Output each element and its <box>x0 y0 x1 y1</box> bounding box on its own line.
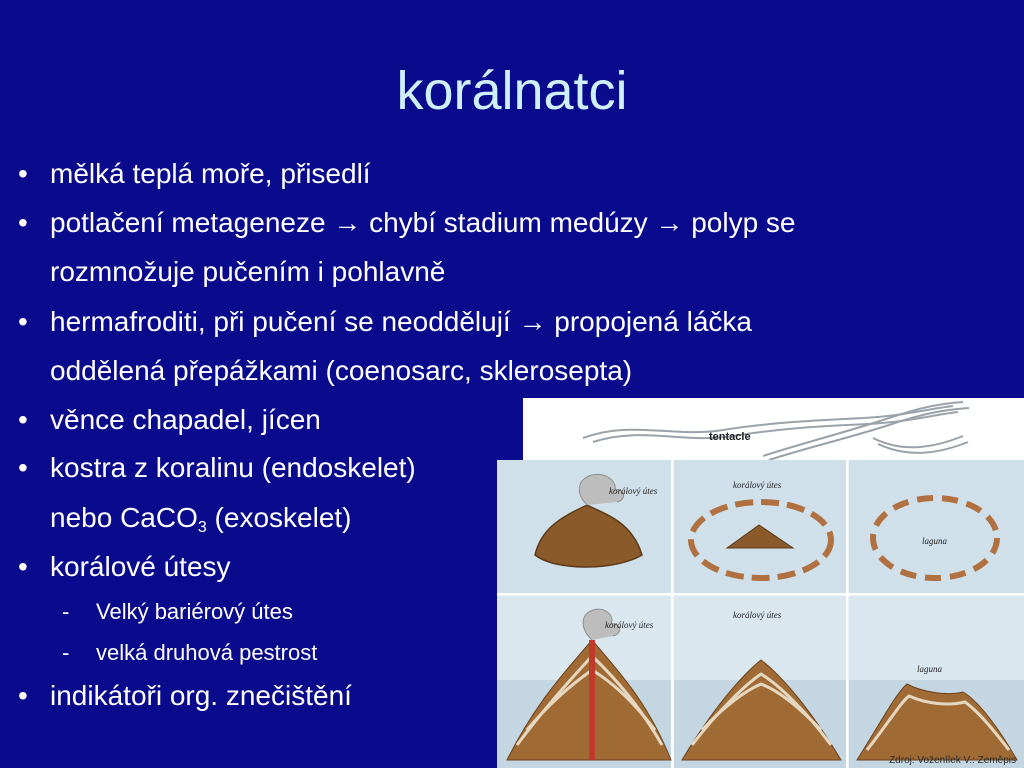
sub-bullet-text: velká druhová pestrost <box>96 640 318 665</box>
panel-label-1: korálový útes <box>609 486 658 496</box>
tentacle-illustration <box>523 398 1024 460</box>
panel-label-3: laguna <box>922 536 948 546</box>
bullet-text: věnce chapadel, jícen <box>50 404 321 435</box>
sub-bullet-dash: - <box>62 640 70 665</box>
panel-label-5: korálový útes <box>733 610 782 620</box>
bullet-dot: • <box>18 452 28 483</box>
bullet-text: potlačení metageneze → chybí stadium medúzy → polyp se <box>50 207 796 238</box>
formula-text-before: nebo CaCO <box>50 502 198 533</box>
reef-formation-panels <box>497 460 1024 768</box>
bullet-dot: • <box>18 404 28 435</box>
formula-subscript: 3 <box>197 519 207 536</box>
bullet-text: oddělená přepážkami (coenosarc, sklerosepta) <box>50 355 633 386</box>
bullet-dot: • <box>18 158 28 189</box>
sub-bullet-text: Velký bariérový útes <box>96 599 293 624</box>
tentacle-label: tentacle <box>709 431 751 443</box>
bullet-text: kostra z koralinu (endoskelet) <box>50 452 416 483</box>
bullet-dot: • <box>18 306 28 337</box>
coral-reef-figure <box>497 398 1024 768</box>
bullet-text: hermafroditi, při pučení se neoddělují → propojená láčka <box>50 306 752 337</box>
bullet-dot: • <box>18 551 28 582</box>
image-credit: Zdroj: Voženílek V.: Zeměpis <box>889 755 1016 766</box>
panel-label-6: laguna <box>917 664 943 674</box>
bullet-dot: • <box>18 207 28 238</box>
bullet-dot: • <box>18 680 28 711</box>
bullet-text: mělká teplá moře, přisedlí <box>50 158 371 189</box>
slide-title: korálnatci <box>396 61 628 121</box>
bullet-text: indikátoři org. znečištění <box>50 680 352 711</box>
formula-text-after: (exoskelet) <box>206 502 352 533</box>
bullet-text: rozmnožuje pučením i pohlavně <box>50 256 446 287</box>
bullet-text: korálové útesy <box>50 551 231 582</box>
sub-bullet-dash: - <box>62 599 70 624</box>
panel-label-4: korálový útes <box>605 620 654 630</box>
panel-label-2: korálový útes <box>733 480 782 490</box>
